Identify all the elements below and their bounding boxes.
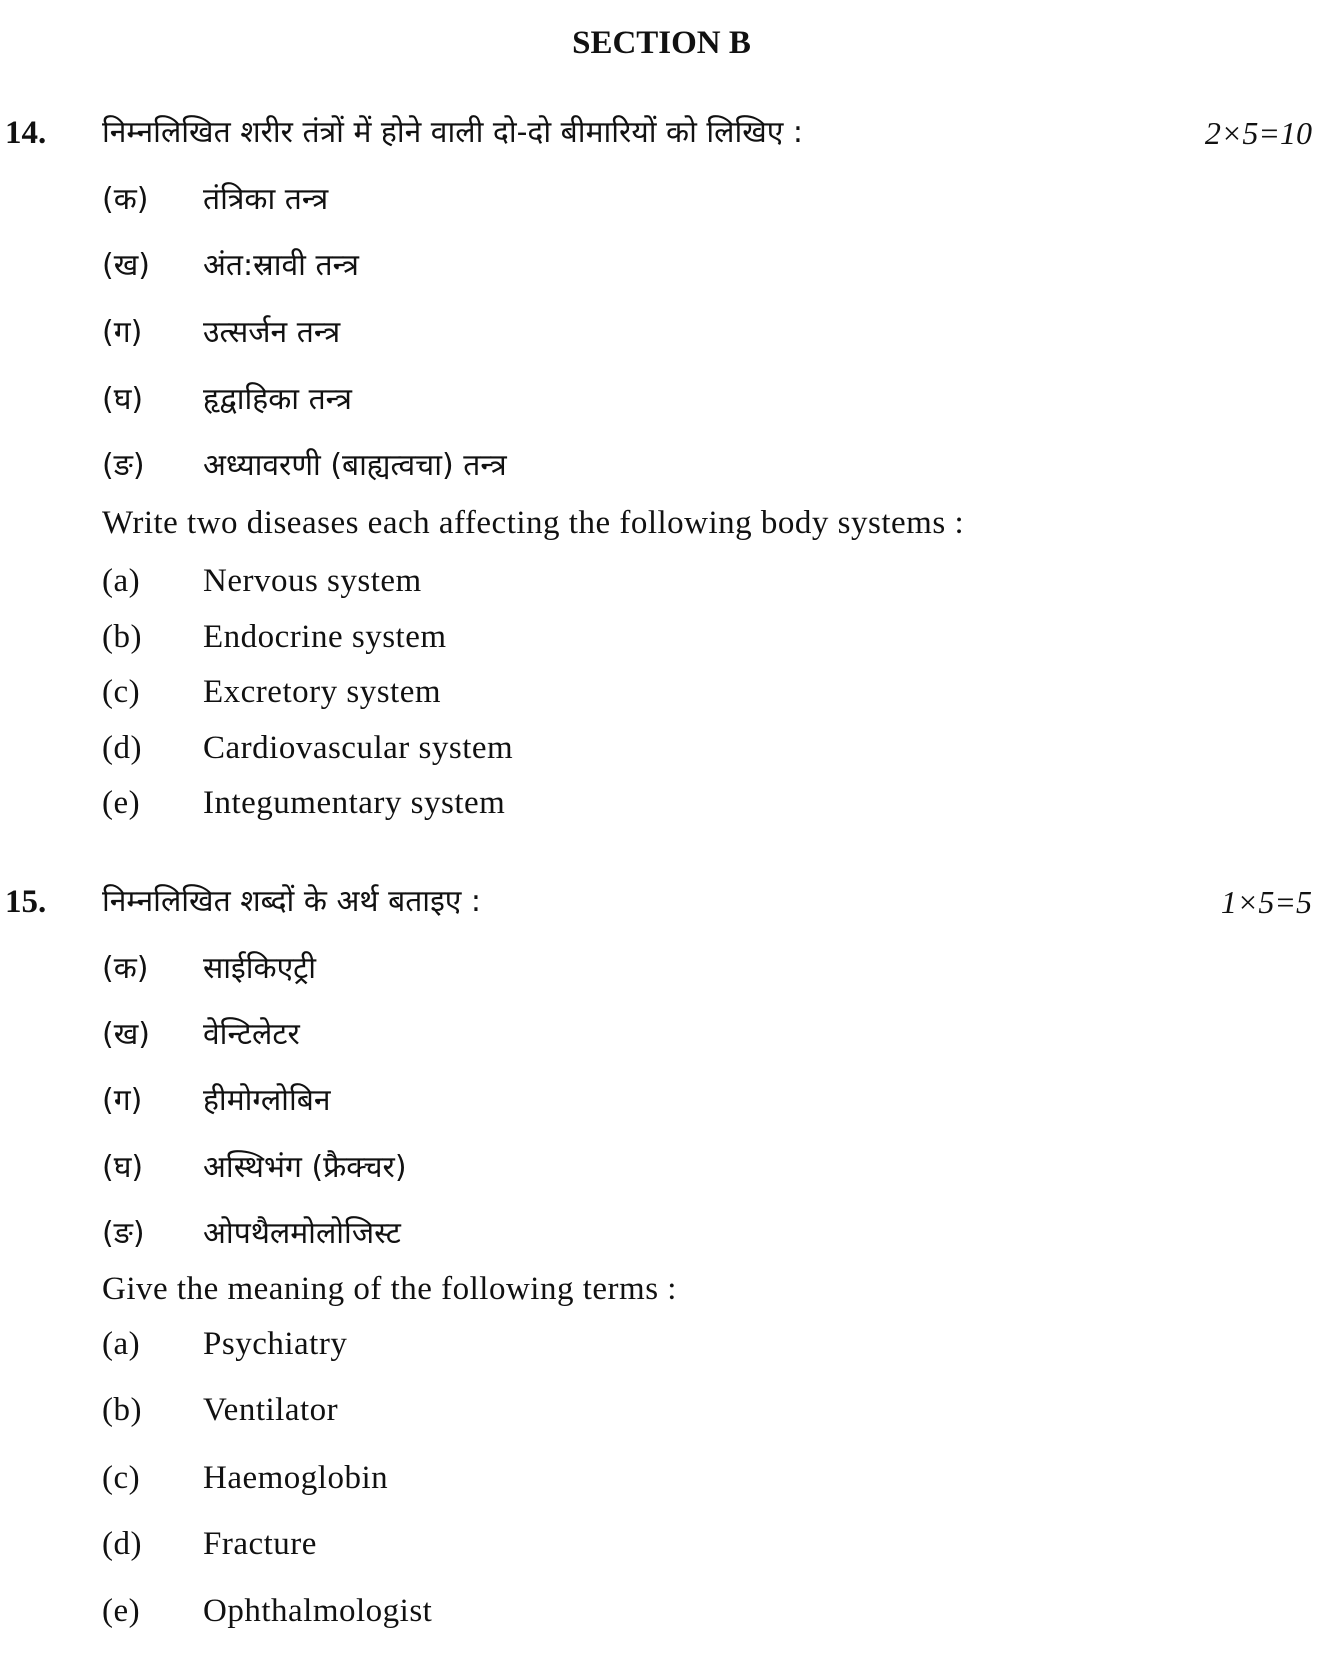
item-label: (घ) — [102, 382, 144, 417]
item-label: (क) — [102, 182, 149, 217]
item-label: (e) — [102, 1593, 141, 1629]
marks: 2×5=10 — [1204, 115, 1312, 151]
item-label: (ख) — [102, 248, 150, 283]
item-label: (ख) — [102, 1017, 150, 1052]
item-label: (d) — [102, 1526, 142, 1562]
item-label: (घ) — [102, 1150, 144, 1185]
section-title: SECTION B — [572, 25, 751, 61]
item-text: ओपथैलमोलोजिस्ट — [203, 1216, 401, 1251]
item-label: (b) — [102, 619, 142, 655]
hindi-prompt: निम्नलिखित शब्दों के अर्थ बताइए : — [102, 884, 482, 919]
item-label: (c) — [102, 1460, 141, 1496]
item-label: (ग) — [102, 315, 143, 350]
english-prompt: Give the meaning of the following terms : — [102, 1271, 677, 1307]
item-label: (d) — [102, 730, 142, 766]
item-text: अध्यावरणी (बाह्यत्वचा) तन्त्र — [203, 448, 507, 483]
item-text: तंत्रिका तन्त्र — [203, 182, 329, 217]
item-text: हीमोग्लोबिन — [203, 1083, 331, 1118]
item-label: (e) — [102, 785, 141, 821]
item-text: Psychiatry — [203, 1326, 348, 1362]
item-label: (a) — [102, 1326, 141, 1362]
item-text: Fracture — [203, 1526, 317, 1562]
item-text: Excretory system — [203, 674, 442, 710]
question-number: 14. — [5, 115, 47, 151]
item-label: (a) — [102, 563, 141, 599]
item-text: उत्सर्जन तन्त्र — [203, 315, 341, 350]
item-text: Cardiovascular system — [203, 730, 514, 766]
item-label: (ङ) — [102, 1216, 145, 1251]
item-text: अंत:स्रावी तन्त्र — [203, 248, 359, 283]
marks: 1×5=5 — [1220, 884, 1312, 920]
hindi-prompt: निम्नलिखित शरीर तंत्रों में होने वाली दो-दो बीमारियों को लिखिए : — [102, 115, 804, 150]
item-text: Nervous system — [203, 563, 422, 599]
english-prompt: Write two diseases each affecting the following body systems : — [102, 505, 965, 541]
item-text: Endocrine system — [203, 619, 447, 655]
item-text: Ophthalmologist — [203, 1593, 433, 1629]
item-text: अस्थिभंग (फ्रैक्चर) — [203, 1150, 407, 1185]
item-label: (b) — [102, 1392, 142, 1428]
question-number: 15. — [5, 884, 47, 920]
item-label: (c) — [102, 674, 141, 710]
item-text: हृद्वाहिका तन्त्र — [203, 382, 352, 417]
item-text: वेन्टिलेटर — [203, 1017, 300, 1052]
item-label: (ग) — [102, 1083, 143, 1118]
item-text: Haemoglobin — [203, 1460, 389, 1496]
item-text: Integumentary system — [203, 785, 506, 821]
item-text: Ventilator — [203, 1392, 339, 1428]
item-text: साईकिएट्री — [203, 951, 317, 986]
item-label: (क) — [102, 951, 149, 986]
item-label: (ङ) — [102, 448, 145, 483]
